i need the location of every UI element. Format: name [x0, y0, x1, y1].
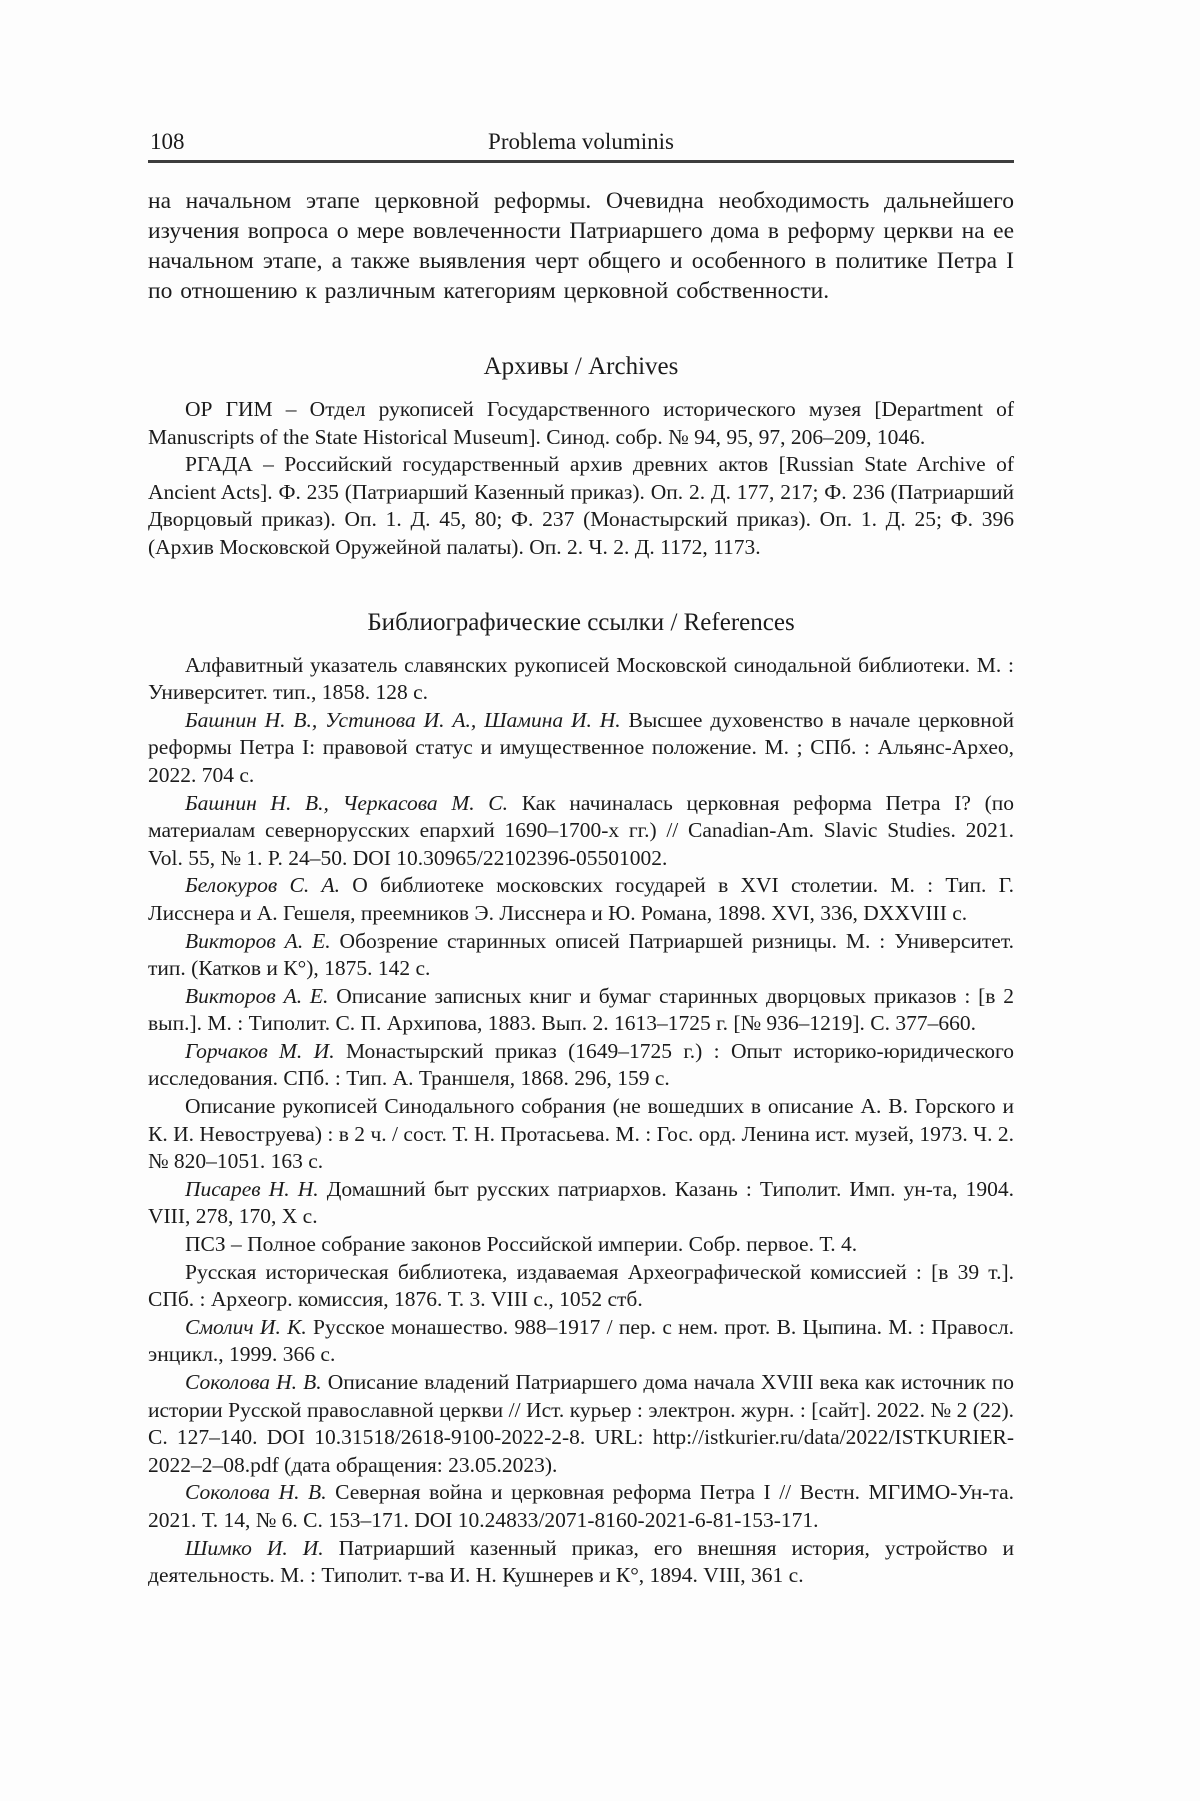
reference-entry [148, 707, 1014, 790]
reference-entry [148, 1176, 1014, 1231]
lead-paragraph: на начальном этапе церковной реформы. Очевидна необходимость дальнейшего изучения вопроса о мере вовлеченности Патриаршего дома в реформу церкви на ее начальном этапе, а также выявления черт общего и особенного в политике Петра I по отношению к различным категориям церковной собственности. [148, 188, 1014, 304]
reference-entry [148, 1231, 1014, 1259]
reference-text: Русское монашество. 988–1917 / пер. с нем. прот. В. Цыпина. М. : Правосл. энцикл., 1999. 366 с. [148, 1314, 1014, 1367]
reference-entry [148, 872, 1014, 927]
type-area [148, 0, 1014, 1590]
reference-entry [148, 1038, 1014, 1093]
running-title: Problema voluminis [488, 129, 674, 154]
reference-text: Обозрение старинных описей Патриаршей ризницы. М. : Университет. тип. (Катков и К°), 1875. 142 с. [148, 928, 1014, 981]
reference-author: Соколова Н. В. [185, 1480, 327, 1505]
reference-author: Писарев Н. Н. [185, 1176, 319, 1201]
archives-heading: Архивы / Archives [483, 353, 679, 380]
header-rule [148, 160, 1014, 163]
archive-entry: РГАДА – Российский государственный архив древних актов [Russian State Archive of Ancient Acts]. Ф. 235 (Патриарший Казенный приказ). Оп. 2. Д. 177, 217; Ф. 236 (Патриарший Дворцовый приказ). Оп. 1. Д. 45, 80; Ф. 237 (Монастырский приказ). Оп. 1. Д. 25; Ф. 396 (Архив Московской Оружейной палаты). Оп. 2. Ч. 2. Д. 1172, 1173. [148, 452, 1014, 559]
references-heading: Библиографические ссылки / References [367, 608, 795, 636]
reference-author: Башнин Н. В., Черкасова М. С. [185, 790, 509, 815]
reference-entry [148, 928, 1014, 983]
reference-entry [148, 1535, 1014, 1590]
reference-text: Как начиналась церковная реформа Петра I? (по материалам севернорусских епархий 1690–1700-х гг.) // Canadian-Am. Slavic Studies. 2021. Vol. 55, № 1. P. 24–50. DOI 10.30965/22102396-05501002. [148, 790, 1014, 870]
reference-entry [148, 1093, 1014, 1176]
reference-text: Описание владений Патриаршего дома начала XVIII века как источник по истории Русской православной церкви // Ист. курьер : электрон. журн. : [сайт]. 2022. № 2 (22). С. 127–140. DOI 10.31518/2618-9100-2022-2-8. URL: http://istkurier.ru/data/2022/ISTKURIER-2022–2–08.pdf (дата обращения: 23.05.2023). [148, 1370, 1014, 1477]
reference-text: Описание записных книг и бумаг старинных дворцовых приказов : [в 2 вып.]. М. : Типолит. С. П. Архипова, 1883. Вып. 2. 1613–1725 г. [№ 936–1219]. С. 377–660. [148, 983, 1014, 1036]
reference-author: Викторов А. Е. [185, 928, 331, 953]
reference-entry [148, 1259, 1014, 1314]
page-number: 108 [150, 129, 185, 154]
reference-author: Белокуров С. А. [185, 873, 340, 898]
reference-author: Смолич И. К. [185, 1314, 307, 1339]
archive-entry: ОР ГИМ – Отдел рукописей Государственного исторического музея [Department of Manuscripts of the State Historical Museum]. Синод. собр. № 94, 95, 97, 206–209, 1046. [148, 397, 1014, 449]
reference-author: Соколова Н. В. [185, 1370, 322, 1394]
reference-entry [148, 983, 1014, 1038]
reference-text: Высшее духовенство в начале церковной реформы Петра I: правовой статус и имущественное положение. М. ; СПб. : Альянс-Архео, 2022. 704 с. [148, 707, 1015, 787]
reference-text: Русская историческая библиотека, издаваемая Археографической комиссией : [в 39 т.]. СПб. : Археогр. комиссия, 1876. Т. 3. VIII с., 1052 стб. [148, 1259, 1014, 1312]
reference-text: Описание рукописей Синодального собрания (не вошедших в описание А. В. Горского и К. И. Невоструева) : в 2 ч. / сост. Т. Н. Протасьева. М. : Гос. орд. Ленина ист. музей, 1973. Ч. 2. № 820–1051. 163 с. [148, 1094, 1014, 1174]
reference-text: О библиотеке московских государей в XVI столетии. М. : Тип. Г. Лисснера и А. Гешеля, преемников Э. Лисснера и Ю. Романа, 1898. XVI, 336, DXXVIII с. [148, 873, 1015, 925]
reference-entry [148, 790, 1014, 873]
reference-entry [148, 1369, 1014, 1479]
reference-entry [148, 652, 1014, 707]
reference-entry [148, 1314, 1014, 1369]
reference-author: Шимко И. И. [185, 1535, 324, 1560]
reference-author: Башнин Н. В., Устинова И. А., Шамина И. Н. [185, 707, 621, 732]
reference-author: Горчаков М. И. [185, 1038, 335, 1063]
references-list [148, 652, 1014, 1590]
reference-text: Патриарший казенный приказ, его внешняя история, устройство и деятельность. М. : Типолит. т-ва И. Н. Кушнерев и К°, 1894. VIII, 361 с. [148, 1535, 1015, 1588]
reference-author: Викторов А. Е. [185, 983, 329, 1008]
running-head [148, 128, 1014, 158]
archives-list [148, 396, 1014, 562]
reference-text: Монастырский приказ (1649–1725 г.) : Опыт историко-юридического исследования. СПб. : Тип. А. Траншеля, 1868. 296, 159 с. [148, 1038, 1014, 1091]
reference-text: Северная война и церковная реформа Петра I // Вестн. МГИМО-Ун-та. 2021. Т. 14, № 6. С. 153–171. DOI 10.24833/2071-8160-2021-6-81-153-171. [148, 1480, 1014, 1532]
reference-text: Домашний быт русских патриархов. Казань : Типолит. Имп. ун-та, 1904. VIII, 278, 170, X с. [148, 1176, 1014, 1229]
reference-text: ПСЗ – Полное собрание законов Российской империи. Собр. первое. Т. 4. [185, 1232, 858, 1257]
reference-entry [148, 1479, 1014, 1534]
reference-text: Алфавитный указатель славянских рукописей Московской синодальной библиотеки. М. : Университет. тип., 1858. 128 с. [148, 652, 1014, 705]
